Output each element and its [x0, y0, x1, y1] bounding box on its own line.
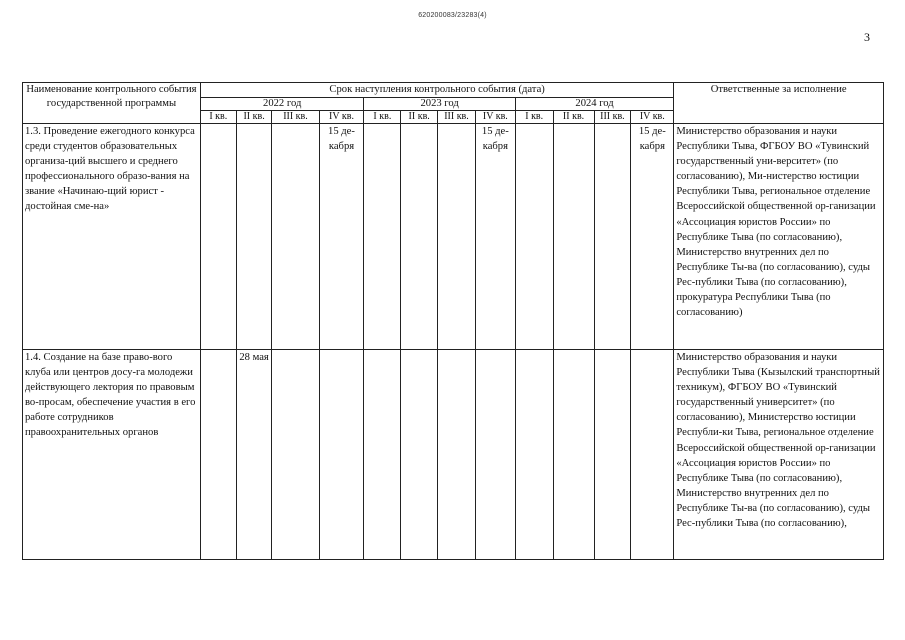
date-cell — [631, 350, 674, 560]
header-quarter: IV кв. — [475, 111, 515, 124]
header-row-1 — [23, 83, 884, 98]
date-cell — [594, 350, 631, 560]
date-cell: 15 де-кабря — [475, 124, 515, 350]
date-cell: 28 мая — [236, 350, 272, 560]
header-quarter: III кв. — [272, 111, 319, 124]
document-id: 620200083/23283(4) — [418, 12, 487, 19]
date-cell — [515, 350, 553, 560]
date-cell — [319, 350, 364, 560]
date-cell — [475, 350, 515, 560]
date-cell — [515, 124, 553, 350]
header-quarter: I кв. — [200, 111, 236, 124]
date-cell — [200, 124, 236, 350]
date-cell — [553, 350, 594, 560]
header-quarter: I кв. — [515, 111, 553, 124]
control-events-table — [22, 82, 884, 560]
table-row — [23, 350, 884, 560]
header-quarter: I кв. — [364, 111, 401, 124]
header-quarter: III кв. — [594, 111, 631, 124]
event-name-cell: 1.4. Создание на базе право-вого клуба или центров досу-га молодежи действующего лектория по правовым во-просам, обеспечение участия в его работе сотрудников правоохранительных органов — [23, 350, 201, 560]
date-cell — [594, 124, 631, 350]
event-name-cell: 1.3. Проведение ежегодного конкурса среди студентов образовательных организа-ций высшего и среднего профессионального образо-вания на звание «Начинаю-щий юрист - достойная сме-на» — [23, 124, 201, 350]
header-quarter: III кв. — [438, 111, 476, 124]
header-quarter: II кв. — [236, 111, 272, 124]
date-cell — [364, 350, 401, 560]
header-quarter: II кв. — [553, 111, 594, 124]
header-responsible: Ответственные за исполнение — [674, 83, 884, 124]
date-cell — [438, 350, 476, 560]
date-cell: 15 де-кабря — [319, 124, 364, 350]
date-cell — [401, 124, 438, 350]
date-cell: 15 де-кабря — [631, 124, 674, 350]
header-quarter: IV кв. — [631, 111, 674, 124]
header-year-2022: 2022 год — [200, 98, 364, 111]
date-cell — [401, 350, 438, 560]
table-row — [23, 124, 884, 350]
date-cell — [236, 124, 272, 350]
date-cell — [438, 124, 476, 350]
header-year-2024: 2024 год — [515, 98, 674, 111]
header-quarter: II кв. — [401, 111, 438, 124]
date-cell — [272, 124, 319, 350]
date-cell — [364, 124, 401, 350]
date-cell — [200, 350, 236, 560]
header-year-2023: 2023 год — [364, 98, 515, 111]
responsible-cell: Министерство образования и науки Республики Тыва, ФГБОУ ВО «Тувинский государственный уни-верситет» (по согласованию), Ми-нистерство юстиции Республики Тыва, региональное отделение Всероссийской общественной ор-ганизации «Ассоциация юристов России» по Республике Тыва (по согласованию), Министерство внутренних дел по Республике Ты-ва (по согласованию), суды Рес-публики Тыва (по согласованию), прокуратура Республики Тыва (по согласованию) — [674, 124, 884, 350]
page-number: 3 — [864, 30, 870, 44]
responsible-cell: Министерство образования и науки Республики Тыва (Кызылский транспортный техникум), ФГБОУ ВО «Тувинский государственный университет» (по согласованию), Министерство юстиции Республи-ки Тыва, региональное отделение Всероссийской общественной ор-ганизации «Ассоциация юристов России» по Республике Тыва (по согласованию), Министерство внутренних дел по Республике Ты-ва (по согласованию), суды Рес-публики Тыва (по согласованию), — [674, 350, 884, 560]
header-event-name: Наименование контрольного события государственной программы — [23, 83, 201, 124]
header-deadline: Срок наступления контрольного события (дата) — [200, 83, 673, 98]
date-cell — [272, 350, 319, 560]
date-cell — [553, 124, 594, 350]
header-quarter: IV кв. — [319, 111, 364, 124]
